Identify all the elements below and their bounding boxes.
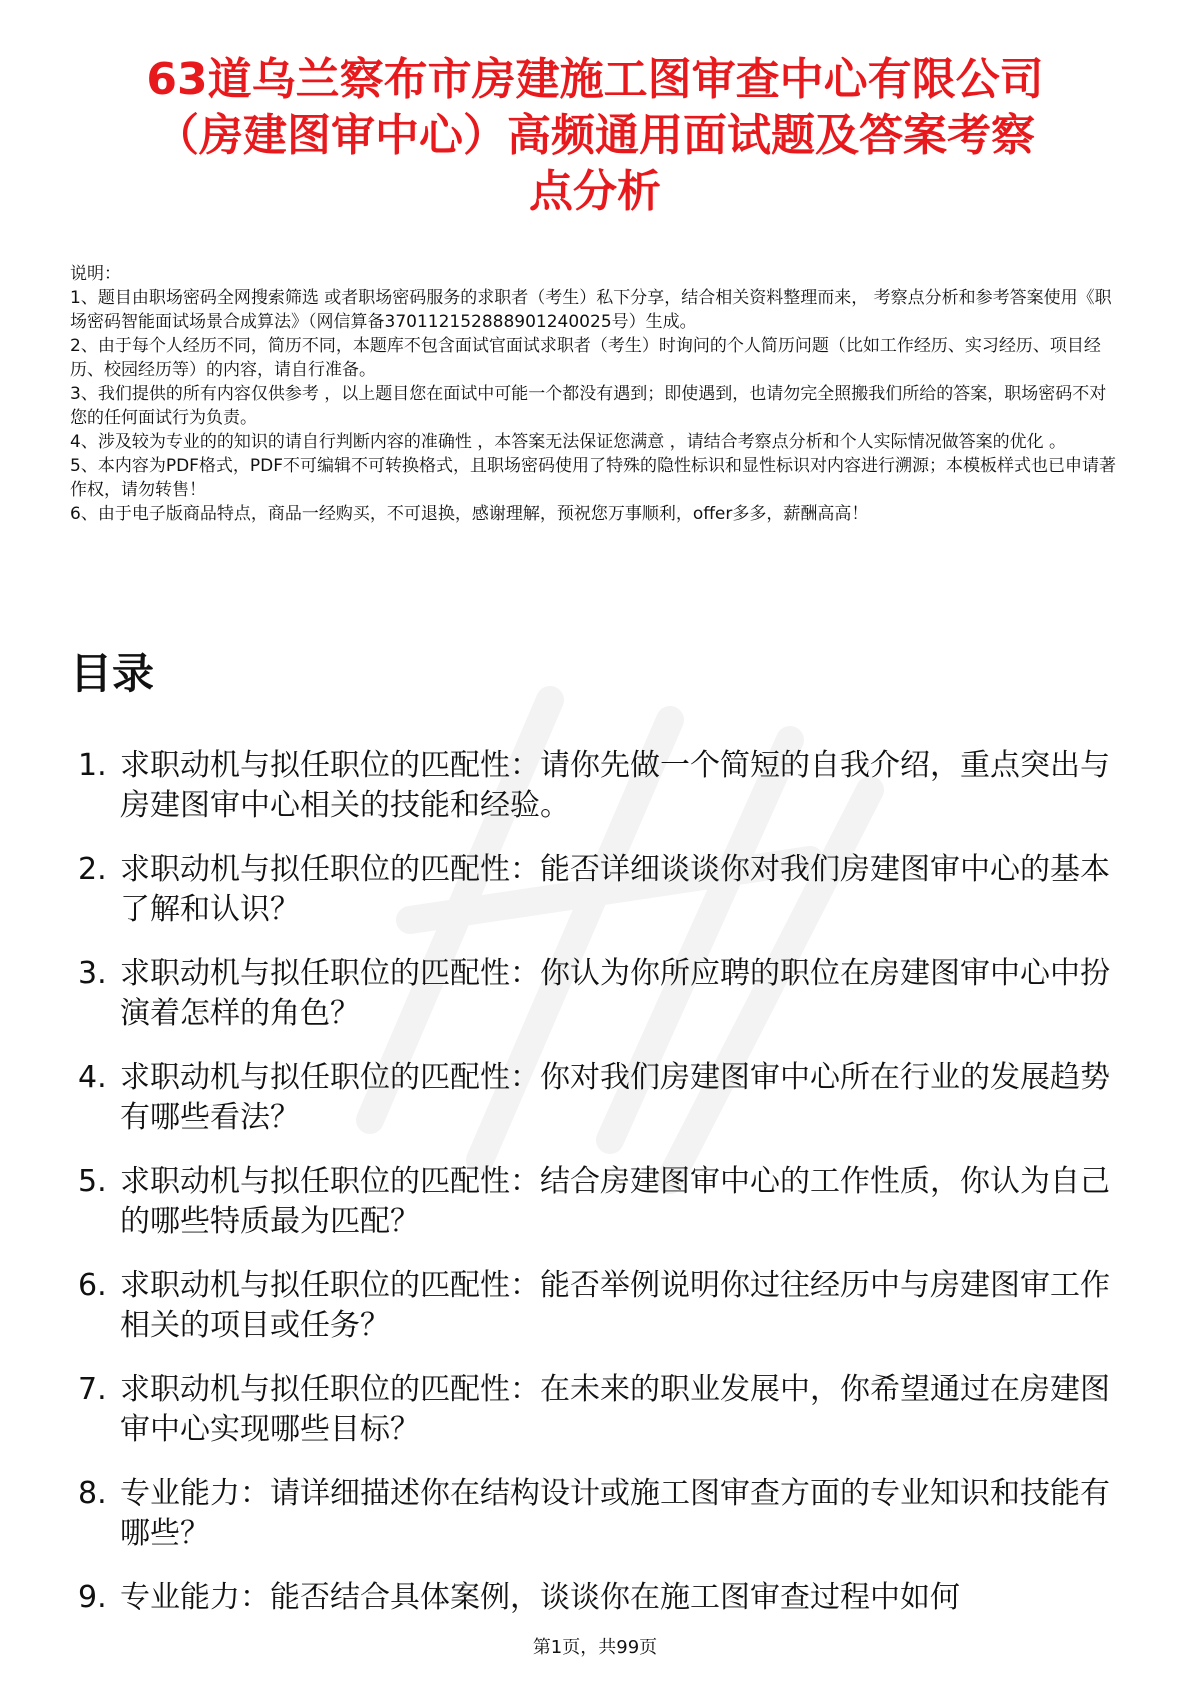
toc-item[interactable]	[70, 954, 1120, 1034]
toc-item-number: 5.	[78, 1164, 107, 1199]
toc-item-number: 8.	[78, 1476, 107, 1511]
toc-item-text: 求职动机与拟任职位的匹配性：结合房建图审中心的工作性质，你认为自己的哪些特质最为匹配？	[120, 1164, 1110, 1239]
toc-item[interactable]	[70, 1578, 1120, 1618]
toc-item-text: 求职动机与拟任职位的匹配性：能否详细谈谈你对我们房建图审中心的基本了解和认识？	[120, 852, 1110, 927]
toc-item-number: 2.	[78, 852, 107, 887]
page-footer: 第1页，共99页	[532, 1637, 658, 1658]
toc-item[interactable]	[70, 850, 1120, 930]
note-item: 2、由于每个人经历不同，简历不同，本题库不包含面试官面试求职者（考生）时询问的个人简历问题（比如工作经历、实习经历、项目经历、校园经历等）的内容，请自行准备。	[70, 336, 1101, 380]
notes-heading: 说明：	[70, 264, 121, 284]
toc-item-number: 4.	[78, 1060, 107, 1095]
toc-item-number: 7.	[78, 1372, 107, 1407]
note-item: 6、由于电子版商品特点，商品一经购买，不可退换，感谢理解，预祝您万事顺利，offer多多，薪酬高高！	[70, 504, 869, 524]
toc-heading: 目录	[70, 649, 155, 698]
toc-item-text: 求职动机与拟任职位的匹配性：你对我们房建图审中心所在行业的发展趋势有哪些看法？	[120, 1060, 1110, 1135]
toc-item-number: 3.	[78, 956, 107, 991]
note-item: 1、题目由职场密码全网搜索筛选 或者职场密码服务的求职者（考生）私下分享，结合相关资料整理而来， 考察点分析和参考答案使用《职场密码智能面试场景合成算法》（网信算备370112152888901240025号）生成。	[70, 288, 1112, 332]
document-title	[70, 52, 1120, 220]
toc-item[interactable]	[70, 746, 1120, 826]
toc-item[interactable]	[70, 1474, 1120, 1554]
title-line: 点分析	[529, 166, 661, 217]
toc-item-text: 专业能力：请详细描述你在结构设计或施工图审查方面的专业知识和技能有哪些？	[120, 1476, 1110, 1551]
toc-item-text: 求职动机与拟任职位的匹配性：你认为你所应聘的职位在房建图审中心中扮演着怎样的角色？	[120, 956, 1110, 1031]
toc-item-text: 求职动机与拟任职位的匹配性：能否举例说明你过往经历中与房建图审工作相关的项目或任务？	[120, 1268, 1110, 1343]
note-item: 3、我们提供的所有内容仅供参考 ，以上题目您在面试中可能一个都没有遇到；即使遇到，也请勿完全照搬我们所给的答案，职场密码不对您的任何面试行为负责。	[70, 384, 1107, 428]
toc-item[interactable]	[70, 1162, 1120, 1242]
toc-item-number: 1.	[78, 748, 107, 783]
toc-item-number: 9.	[78, 1580, 107, 1615]
title-line: 63道乌兰察布市房建施工图审查中心有限公司	[146, 54, 1044, 105]
toc-item-text: 求职动机与拟任职位的匹配性：在未来的职业发展中，你希望通过在房建图审中心实现哪些目标？	[120, 1372, 1110, 1447]
toc-item-text: 求职动机与拟任职位的匹配性：请你先做一个简短的自我介绍，重点突出与房建图审中心相关的技能和经验。	[120, 748, 1110, 823]
note-item: 5、本内容为PDF格式，PDF不可编辑不可转换格式，且职场密码使用了特殊的隐性标识和显性标识对内容进行溯源；本模板样式也已申请著作权，请勿转售！	[70, 456, 1117, 500]
notes-section	[70, 262, 1120, 526]
toc-item[interactable]	[70, 1058, 1120, 1138]
toc-item-number: 6.	[78, 1268, 107, 1303]
toc-item[interactable]	[70, 1370, 1120, 1450]
table-of-contents	[70, 746, 1120, 1642]
note-item: 4、涉及较为专业的的知识的请自行判断内容的准确性 ，本答案无法保证您满意 ，请结合考察点分析和个人实际情况做答案的优化 。	[70, 432, 1067, 452]
toc-item-text: 专业能力：能否结合具体案例，谈谈你在施工图审查过程中如何	[120, 1580, 960, 1615]
toc-item[interactable]	[70, 1266, 1120, 1346]
title-line: （房建图审中心）高频通用面试题及答案考察	[155, 110, 1035, 161]
